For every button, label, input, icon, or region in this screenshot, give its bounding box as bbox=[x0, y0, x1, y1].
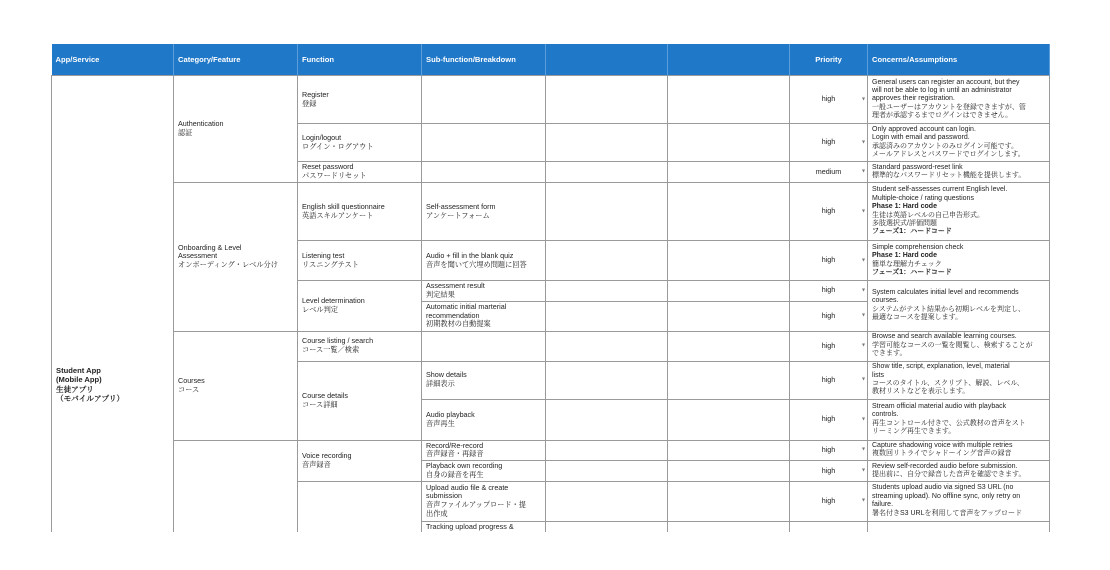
dropdown-arrow-icon: ▾ bbox=[861, 287, 865, 294]
blank-cell[interactable] bbox=[546, 162, 668, 183]
header-function[interactable]: Function bbox=[298, 44, 422, 76]
table-row bbox=[52, 76, 1050, 124]
dropdown-arrow-icon: ▾ bbox=[861, 312, 865, 319]
blank-cell[interactable] bbox=[668, 361, 790, 399]
dropdown-arrow-icon: ▾ bbox=[861, 207, 865, 214]
sub-cell[interactable]: Assessment result 判定結果 bbox=[422, 281, 546, 302]
blank-cell[interactable] bbox=[546, 124, 668, 162]
priority-select[interactable]: high ▾ bbox=[790, 331, 868, 361]
category-cell-onboarding[interactable]: Onboarding & Level Assessment オンボーディング・レベル分け bbox=[174, 183, 298, 332]
blank-cell[interactable] bbox=[668, 440, 790, 461]
concern-cell[interactable]: Review self-recorded audio before submission. 提出前に、自分で録音した音声を確認できます。 bbox=[868, 461, 1050, 482]
dropdown-arrow-icon: ▾ bbox=[861, 415, 865, 422]
blank-cell[interactable] bbox=[668, 241, 790, 281]
blank-cell[interactable] bbox=[546, 481, 668, 521]
blank-cell[interactable] bbox=[668, 331, 790, 361]
viewport-bottom-mask bbox=[0, 532, 1110, 570]
sub-cell[interactable] bbox=[422, 76, 546, 124]
function-cell[interactable]: Course details コース詳細 bbox=[298, 361, 422, 440]
dropdown-arrow-icon: ▾ bbox=[861, 95, 865, 102]
function-cell[interactable]: Voice recording 音声録音 bbox=[298, 440, 422, 481]
table-row bbox=[52, 183, 1050, 241]
blank-cell[interactable] bbox=[546, 281, 668, 302]
blank-cell[interactable] bbox=[546, 361, 668, 399]
table-row bbox=[52, 331, 1050, 361]
priority-select[interactable]: high ▾ bbox=[790, 241, 868, 281]
blank-cell[interactable] bbox=[668, 183, 790, 241]
dropdown-arrow-icon: ▾ bbox=[861, 497, 865, 504]
priority-select[interactable]: high ▾ bbox=[790, 183, 868, 241]
blank-cell[interactable] bbox=[546, 241, 668, 281]
function-cell[interactable]: Login/logout ログイン・ログアウト bbox=[298, 124, 422, 162]
blank-cell[interactable] bbox=[668, 461, 790, 482]
function-cell[interactable]: Reset password パスワードリセット bbox=[298, 162, 422, 183]
header-priority[interactable]: Priority bbox=[790, 44, 868, 76]
concern-cell[interactable]: Standard password-reset link 標準的なパスワードリセット機能を提供します。 bbox=[868, 162, 1050, 183]
sub-cell[interactable]: Tracking upload progress & bbox=[422, 521, 546, 541]
priority-select[interactable]: high ▾ bbox=[790, 461, 868, 482]
blank-cell[interactable] bbox=[546, 461, 668, 482]
sub-cell[interactable]: Self-assessment form アンケートフォーム bbox=[422, 183, 546, 241]
header-blank-1[interactable] bbox=[546, 44, 668, 76]
function-cell[interactable]: Listening test リスニングテスト bbox=[298, 241, 422, 281]
header-blank-2[interactable] bbox=[668, 44, 790, 76]
concern-cell[interactable]: General users can register an account, but they will not be able to log in until an administrator approves their registration. 一般ユーザーはアカウントを登録できますが、管 理者が承認するまでログインはできません。 bbox=[868, 76, 1050, 124]
blank-cell[interactable] bbox=[546, 76, 668, 124]
concern-cell[interactable]: System calculates initial level and recommends courses. システムがテスト結果から初期レベルを判定し、 最適なコースを提案します。 bbox=[868, 281, 1050, 332]
blank-cell[interactable] bbox=[668, 399, 790, 440]
header-sub-function[interactable]: Sub-function/Breakdown bbox=[422, 44, 546, 76]
header-category[interactable]: Category/Feature bbox=[174, 44, 298, 76]
category-cell-auth[interactable]: Authentication 認証 bbox=[174, 76, 298, 183]
concern-cell[interactable]: Student self-assesses current English level. Multiple-choice / rating questions Phase 1: Hard code 生徒は英語レベルの自己申告形式。 多肢選択式/評価問題 フェーズ1：ハードコード bbox=[868, 183, 1050, 241]
function-cell[interactable]: English skill questionnaire 英語スキルアンケート bbox=[298, 183, 422, 241]
blank-cell[interactable] bbox=[668, 301, 790, 331]
dropdown-arrow-icon: ▾ bbox=[861, 138, 865, 145]
category-cell-courses[interactable]: Courses コース bbox=[174, 331, 298, 440]
priority-select[interactable]: high ▾ bbox=[790, 361, 868, 399]
sub-cell[interactable]: Show details 詳細表示 bbox=[422, 361, 546, 399]
concern-cell[interactable]: Students upload audio via signed S3 URL (no streaming upload). No offline sync, only retry on failure. 署名付きS3 URLを利用して音声をアップロード bbox=[868, 481, 1050, 521]
priority-select[interactable]: medium ▾ bbox=[790, 162, 868, 183]
blank-cell[interactable] bbox=[546, 331, 668, 361]
blank-cell[interactable] bbox=[668, 124, 790, 162]
function-cell[interactable]: Course listing / search コース一覧／検索 bbox=[298, 331, 422, 361]
priority-select[interactable]: high ▾ bbox=[790, 281, 868, 302]
blank-cell[interactable] bbox=[546, 301, 668, 331]
sub-cell[interactable]: Record/Re-record 音声録音・再録音 bbox=[422, 440, 546, 461]
concern-cell[interactable]: Stream official material audio with playback controls. 再生コントロール付きで、公式教材の音声をスト リーミング再生できます。 bbox=[868, 399, 1050, 440]
priority-select[interactable]: high ▾ bbox=[790, 481, 868, 521]
priority-select[interactable]: high ▾ bbox=[790, 440, 868, 461]
blank-cell[interactable] bbox=[668, 481, 790, 521]
priority-select[interactable]: high ▾ bbox=[790, 124, 868, 162]
priority-select[interactable]: high ▾ bbox=[790, 399, 868, 440]
dropdown-arrow-icon: ▾ bbox=[861, 256, 865, 263]
header-row bbox=[52, 44, 1050, 76]
blank-cell[interactable] bbox=[546, 440, 668, 461]
sub-cell[interactable]: Automatic initial marterial recommendation 初期教材の自動提案 bbox=[422, 301, 546, 331]
sub-cell[interactable]: Upload audio file & create submission 音声ファイルアップロード・提 出作成 bbox=[422, 481, 546, 521]
sub-cell[interactable] bbox=[422, 124, 546, 162]
priority-select[interactable]: high ▾ bbox=[790, 301, 868, 331]
blank-cell[interactable] bbox=[668, 162, 790, 183]
header-app[interactable]: App/Service bbox=[52, 44, 174, 76]
concern-cell[interactable]: Browse and search available learning courses. 学習可能なコースの一覧を閲覧し、検索することが できます。 bbox=[868, 331, 1050, 361]
dropdown-arrow-icon: ▾ bbox=[861, 342, 865, 349]
concern-cell[interactable]: Show title, script, explanation, level, material lists コースのタイトル、スクリプト、解説、レベル、 教材リストなどを表示します。 bbox=[868, 361, 1050, 399]
app-cell[interactable]: Student App (Mobile App) 生徒アプリ （モバイルアプリ） bbox=[52, 76, 174, 542]
dropdown-arrow-icon: ▾ bbox=[861, 168, 865, 175]
sub-cell[interactable]: Playback own recording 自身の録音を再生 bbox=[422, 461, 546, 482]
blank-cell[interactable] bbox=[546, 183, 668, 241]
priority-select[interactable]: high ▾ bbox=[790, 76, 868, 124]
concern-cell[interactable]: Capture shadowing voice with multiple retries 複数回リトライでシャドーイング音声の録音 bbox=[868, 440, 1050, 461]
sub-cell[interactable] bbox=[422, 162, 546, 183]
sub-cell[interactable]: Audio + fill in the blank quiz 音声を聞いて穴埋め問題に回答 bbox=[422, 241, 546, 281]
dropdown-arrow-icon: ▾ bbox=[861, 467, 865, 474]
concern-cell[interactable]: Simple comprehension check Phase 1: Hard code 簡単な理解力チェック フェーズ1：ハードコード bbox=[868, 241, 1050, 281]
table-row bbox=[52, 440, 1050, 461]
spreadsheet-table bbox=[51, 44, 1050, 542]
blank-cell[interactable] bbox=[668, 76, 790, 124]
sub-cell[interactable] bbox=[422, 331, 546, 361]
category-cell-recording[interactable] bbox=[174, 440, 298, 541]
function-cell[interactable]: Level determination レベル判定 bbox=[298, 281, 422, 332]
header-concerns[interactable]: Concerns/Assumptions bbox=[868, 44, 1050, 76]
blank-cell[interactable] bbox=[546, 399, 668, 440]
concern-cell[interactable]: Only approved account can login. Login with email and password. 承認済みのアカウントのみログイン可能です。 メールアドレスとパスワードでログインします。 bbox=[868, 124, 1050, 162]
blank-cell[interactable] bbox=[668, 281, 790, 302]
sub-cell[interactable]: Audio playback 音声再生 bbox=[422, 399, 546, 440]
function-cell[interactable]: Register 登録 bbox=[298, 76, 422, 124]
dropdown-arrow-icon: ▾ bbox=[861, 376, 865, 383]
dropdown-arrow-icon: ▾ bbox=[861, 446, 865, 453]
